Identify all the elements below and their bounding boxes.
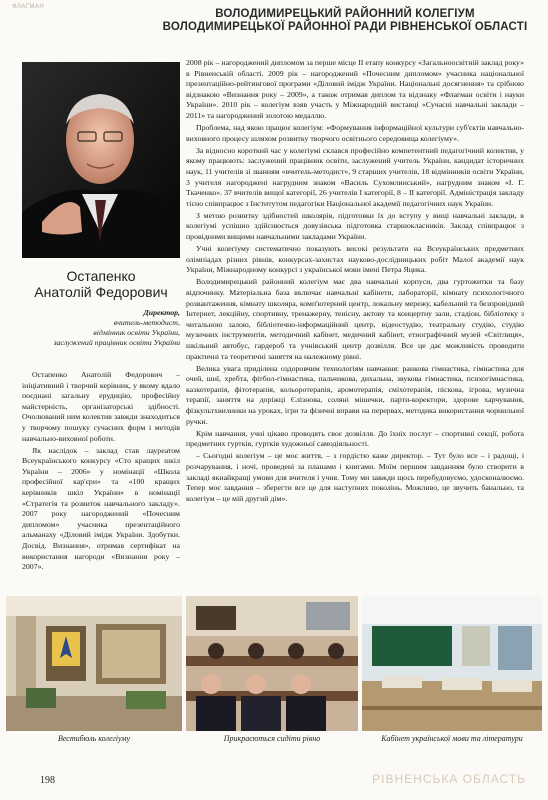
director-surname: Остапенко	[66, 268, 136, 284]
article-title-line2: ВОЛОДИМИРЕЦЬКОЇ РАЙОННОЇ РАДИ РІВНЕНСЬКОЇ ОБЛАСТІ	[162, 21, 528, 33]
article-title	[150, 8, 540, 34]
right-paragraph: 2008 рік – нагороджений дипломом за перше місце ІІ етапу конкурсу «Загальноосвітній заклад року» в Рівненській області. 2009 рік – нагороджений «Почесним дипломом» учасника національної презентаційно-рейтингової програми «Діловий імідж України. Національні досягнення» та срібною відзнакою «Визнання року – 2009», а також отримав диплом та відзнаку «Флагман освіти і науки України». 2010 рік – колегіум взяв участь у Міжнародній виставці «Сучасні навчальні заклади – 2011» та нагороджений золотою медаллю.	[186, 58, 524, 120]
role-line4: заслужений працівник освіти України	[53, 338, 180, 347]
right-column-text	[186, 58, 524, 506]
magazine-flag-label: ФЛАГМАН	[12, 4, 45, 10]
right-paragraph: Велика увага приділена оздоровчим технологіям навчання: ранкова гімнастика, гімнастика для очей, шиї, хребта, фітбол-гімнастика, пальчикова, дихальна, звукова гімнастика, психогімнастика, казкотерапія, фітотерапія, кольоротерапія, аромотерапія, сміхотерапія, піскова, ігрова, музична терапії, заняття на доріжці Єлізнова, соляні мішечки, парти-коректори, здорове харчування, фізкультхвилинки на уроках, ігри та фізичні вправи на перервах, методика використання чорнильної ручки.	[186, 363, 524, 426]
page-number: 198	[40, 775, 55, 786]
caption-language-classroom: Кабінет української мови та літератури	[381, 734, 523, 743]
caption-classroom: Прикраєються сидіти рівно	[223, 734, 321, 743]
right-paragraph: Учні колегіуму систематично показують високі результати на Всеукраїнських предметних олімпіадах різних рівнів, конкурсах-захистах науково-дослідницьких робіт Малої академії наук України, Міжнародному конкурсі з української мови імені Петра Яцика.	[186, 244, 524, 275]
left-paragraph: Як наслідок – заклад став лауреатом Всеукраїнського конкурсу «Сто кращих шкіл України – 2006» у номінації «Школа професійної кар'єри» та «100 кращих керівників шкіл України» в номінації «Стратегія та розвиток навчального закладу». 2007 року нагороджений «Почесним дипломом» учасника презентаційного альманаху «Діловий імідж України. Здобутки. Досвід. Визнання», отримав сертифікат на використання нагороди «Визнання року – 2007».	[22, 445, 180, 572]
right-paragraph: За відносно короткий час у колегіумі склався професійно компетентний педагогічний колектив, у якому працюють: заслужений працівник освіти, заслужений учитель України, кандидат історичних наук, 11 учителів зі званням «вчитель-методист», 9 старших учителів, 18 відмінників освіти України, 3 учителя нагороджені нагрудним знаком «Василь Сухомлинський», нагрудним знаком «І. Г. Ткаченко». 37 вчителів вищої категорії, 26 учителів І категорії, 8 – ІІ категорії. Адміністрація закладу тісно співпрацює з Інститутом педагогіки Національної академії педагогічних наук України.	[186, 145, 524, 208]
right-paragraph: Володимирецький районний колегіум має два навчальні корпуси, два гуртожитки та базу відпочинку. Матеріальна база включає навчальні кабінети, лабораторії, кімнату психологічного розвантаження, кімнату школяра, комп'ютерний центр, локальну мережу, кабельний та безпровідний Інтернет, лекційну, спортивну, тренажерну, тенісну, актову та концертну зали, стадіон, бібліотеку з читальною залою, бібліотечно-інформаційний центр, відеостудію, театральну студію, студію музичних інструментів, методичний кабінет, медичний кабінет, етнографічний музей «Світлиця», шкільний автобус, гардероб та учнівський центр дозвілля. Все це дає можливість проводити практичні та теоретичні заняття на належному рівні.	[186, 277, 524, 361]
director-portrait	[22, 62, 180, 258]
photo-vestibule	[6, 596, 182, 731]
caption-vestibule: Вестибюль колегіуму	[57, 734, 131, 743]
photo-classroom	[186, 596, 358, 731]
right-paragraph: Крім навчання, учні цікаво проводять своє дозвілля. До їхніх послуг – спортивні секції, робота предметних гуртків, гуртків художньої самодіяльності.	[186, 428, 524, 449]
right-paragraph: З метою розвитку здібностей школярів, підготовки їх до вступу у вищі навчальні заклади, в колегіумі успішно здійснюється довузівська підготовка старшокласників. Заклад співпрацює з провідними вищими навчальними закладами України.	[186, 210, 524, 241]
article-title-line1: ВОЛОДИМИРЕЦЬКИЙ РАЙОННИЙ КОЛЕГІУМ	[215, 8, 475, 20]
director-name	[22, 268, 180, 300]
director-role	[22, 308, 180, 348]
role-title: Директор,	[143, 308, 180, 317]
role-line3: відмінник освіти України,	[93, 328, 180, 337]
region-label: РІВНЕНСЬКА ОБЛАСТЬ	[372, 772, 526, 786]
right-paragraph: – Сьогодні колегіум – це моє життя, – з гордістю каже директор. – Тут було все – і радощі, і розчарування, і ночі, проведені за планами і книгами. Моїм першим завданням було створити в закладі якнайкращі умови для вчителя і учня. Тому ми завжди щось перебудовуємо, удосконалюємо. Тепер моє завдання – зберегти все це для наступних поколінь. Можливо, це звучить банально, та колегіум – це мій другий дім».	[186, 451, 524, 503]
left-column-text	[22, 370, 180, 574]
role-line2: вчитель-методист,	[113, 318, 180, 327]
director-given-names: Анатолій Федорович	[34, 284, 168, 300]
photo-strip	[0, 596, 548, 736]
left-paragraph: Остапенко Анатолій Федорович – ініціативний і творчий керівник, у якому вдало поєднані загальну ерудицію, професійну майстерність, організаторські здібності. Очолюваний ним колектив завжди знаходиться у творчому пошуку сучасних форм і методів навчально-виховної роботи.	[22, 370, 180, 443]
photo-language-classroom	[362, 596, 542, 731]
right-paragraph: Проблема, над якою працює колегіум: «Формування інформаційної культури суб'єктів навчально-виховного процесу шляхом розвитку творчого освітнього середовища колегіуму».	[186, 123, 524, 143]
